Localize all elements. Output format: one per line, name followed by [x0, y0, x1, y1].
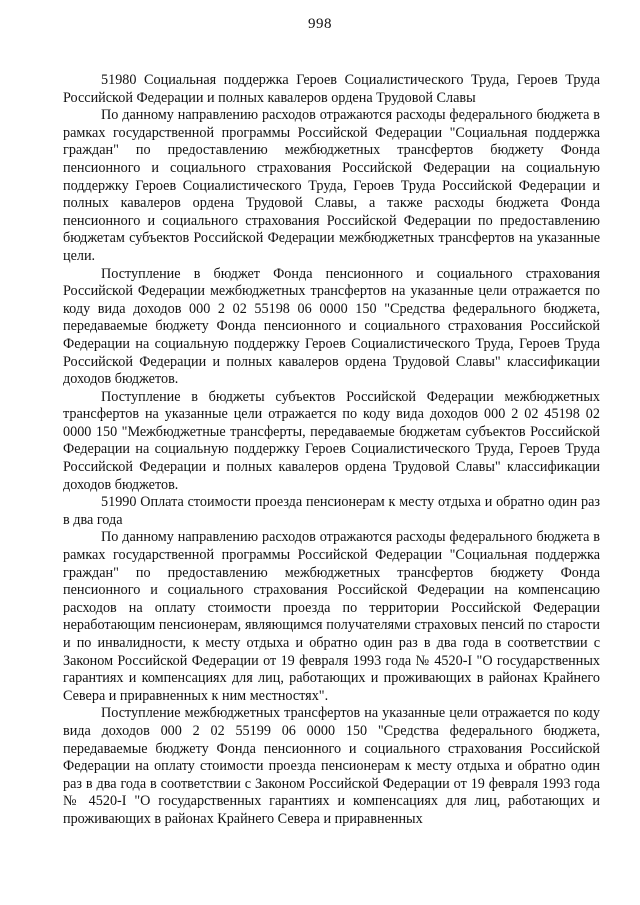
page-number: 998 — [308, 16, 332, 32]
paragraph-51990-income: Поступление межбюджетных трансфертов на указанные цели отражается по коду вида доходов 000 2 02 55199 06 0000 150 "Средства федерального бюджета, передаваемые бюджету Фонда пенсионного и социального страхования Российской Федерации на оплату стоимости проезда пенсионерам к месту отдыха и обратно один раз в два года в соответствии с Законом Российской Федерации от 19 февраля 1993 года № 4520-I "О государственных гарантиях и компенсациях для лиц, работающих и проживающих в районах Крайнего Севера и приравненных — [63, 705, 600, 827]
section-heading-51990: 51990 Оплата стоимости проезда пенсионерам к месту отдыха и обратно один раз в два года — [63, 494, 600, 528]
document-body — [63, 72, 600, 829]
paragraph-51980-expenses: По данному направлению расходов отражаются расходы федерального бюджета в рамках государственной программы Российской Федерации "Социальная поддержка граждан" по предоставлению межбюджетных трансфертов бюджету Фонда пенсионного и социального страхования Российской Федерации на социальную поддержку Героев Социалистического Труда, Героев Труда Российской Федерации и полных кавалеров ордена Трудовой Славы, а также расходы бюджета Фонда пенсионного и социального страхования Российской Федерации по предоставлению бюджетам субъектов Российской Федерации межбюджетных трансфертов на указанные цели. — [63, 107, 600, 264]
paragraph-51980-regional-income: Поступление в бюджеты субъектов Российской Федерации межбюджетных трансфертов на указанные цели отражается по коду вида доходов 000 2 02 45198 02 0000 150 "Межбюджетные трансферты, передаваемые бюджетам субъектов Российской Федерации на социальную поддержку Героев Социалистического Труда, Героев Труда Российской Федерации и полных кавалеров ордена Трудовой Славы" классификации доходов бюджетов. — [63, 388, 600, 493]
paragraph-51990-expenses: По данному направлению расходов отражаются расходы федерального бюджета в рамках государственной программы Российской Федерации "Социальная поддержка граждан" по предоставлению межбюджетных трансфертов бюджету Фонда пенсионного и социального страхования Российской Федерации на компенсацию расходов на оплату стоимости проезда по территории Российской Федерации неработающим пенсионерам, являющимся получателями страховых пенсий по старости и по инвалидности, к месту отдыха и обратно один раз в два года в соответствии с Законом Российской Федерации от 19 февраля 1993 года № 4520-I "О государственных гарантиях и компенсациях для лиц, работающих и проживающих в районах Крайнего Севера и приравненных к ним местностях". — [63, 529, 600, 704]
paragraph-51980-fund-income: Поступление в бюджет Фонда пенсионного и социального страхования Российской Федерации межбюджетных трансфертов на указанные цели отражается по коду вида доходов 000 2 02 55198 06 0000 150 "Средства федерального бюджета, передаваемые бюджету Фонда пенсионного и социального страхования Российской Федерации на социальную поддержку Героев Социалистического Труда, Героев Труда Российской Федерации и полных кавалеров ордена Трудовой Славы" классификации доходов бюджетов. — [63, 265, 600, 388]
section-heading-51980: 51980 Социальная поддержка Героев Социалистического Труда, Героев Труда Российской Федерации и полных кавалеров ордена Трудовой Славы — [63, 72, 600, 106]
